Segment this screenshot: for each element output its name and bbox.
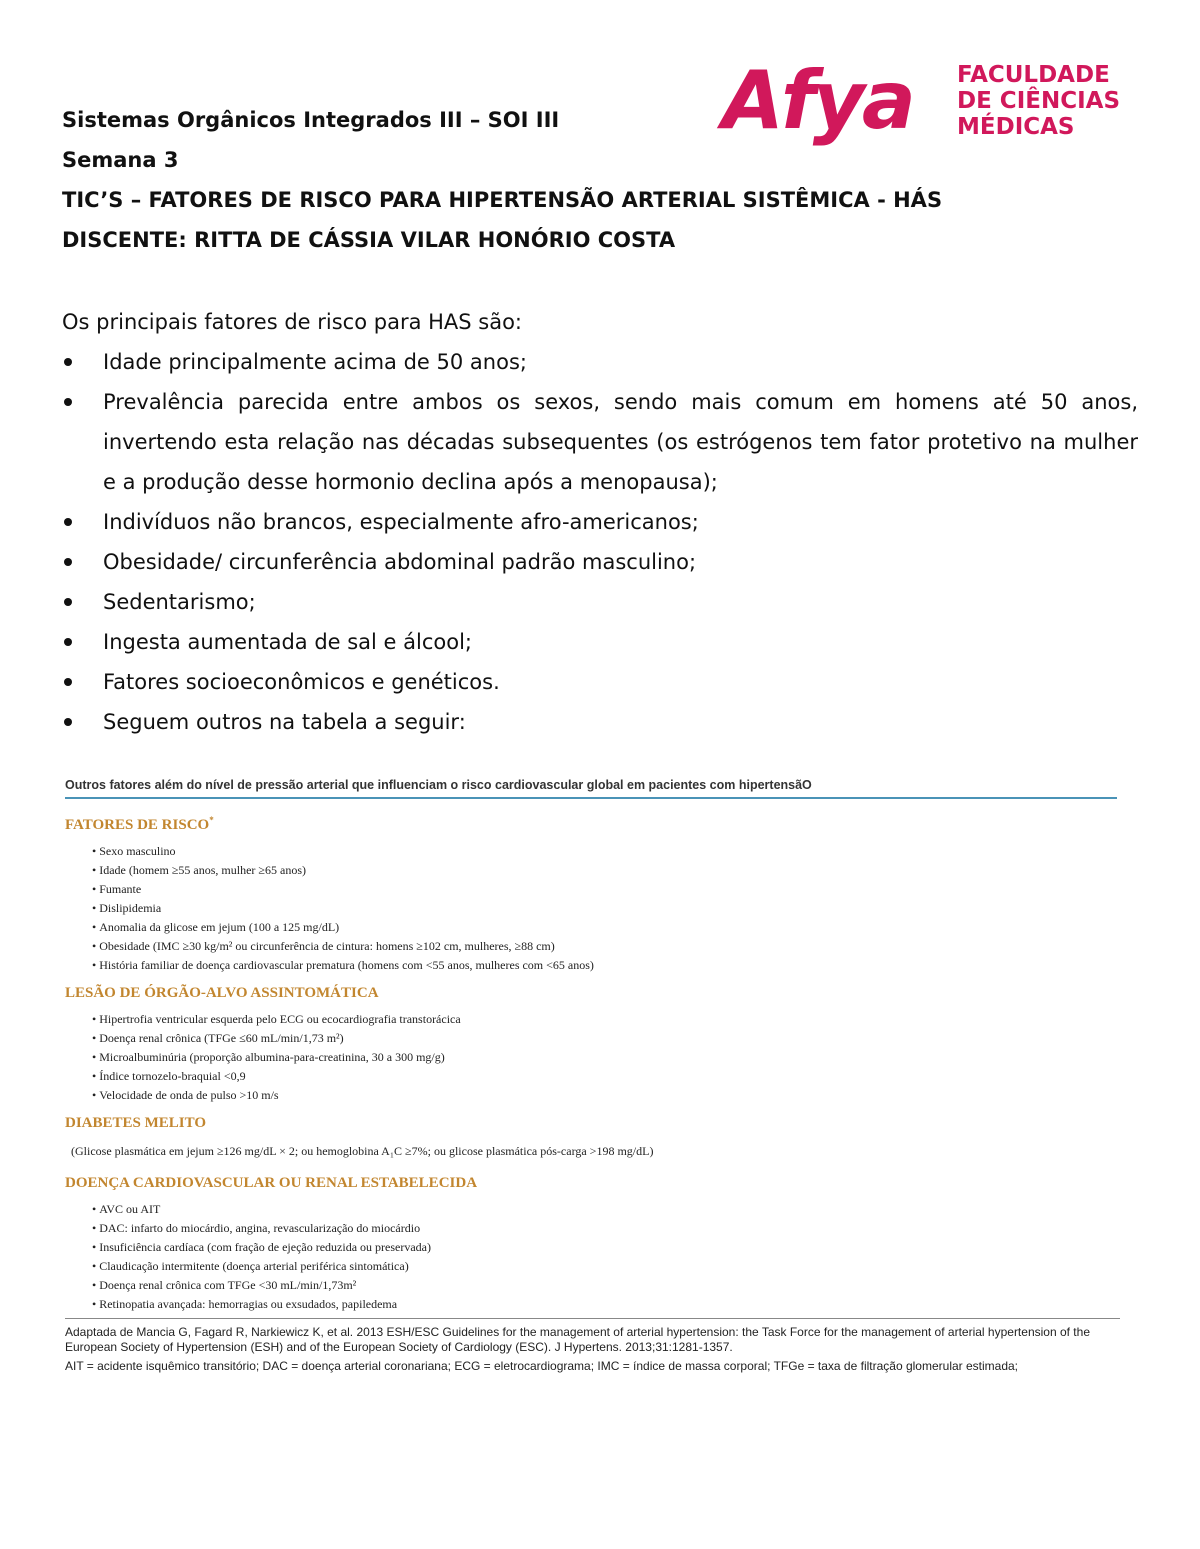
list-item-text: Indivíduos não brancos, especialmente afro-americanos;	[103, 510, 699, 534]
body-content	[62, 302, 1138, 742]
list-item: • Idade (homem ≥55 anos, mulher ≥65 anos)	[92, 861, 1120, 880]
abbreviations-note: AIT = acidente isquêmico transitório; DAC = doença arterial coronariana; ECG = eletrocardiograma; IMC = índice de massa corporal; TFGe = taxa de filtração glomerular estimada;	[65, 1359, 1019, 1373]
intro-text: Os principais fatores de risco para HAS são:	[62, 310, 523, 334]
list-item: • Claudicação intermitente (doença arterial periférica sintomática)	[92, 1257, 1120, 1276]
cardio-disease-items	[65, 1200, 1120, 1314]
list-item: • Obesidade (IMC ≥30 kg/m² ou circunferência de cintura: homens ≥102 cm, mulheres, ≥88 cm)	[92, 937, 1120, 956]
list-item	[62, 502, 1138, 542]
list-item-text: Prevalência parecida entre ambos os sexos, sendo mais comum em homens até 50 anos, invertendo esta relação nas décadas subsequentes (os estrógenos tem fator protetivo na mulher e a produção desse hormonio declina após a menopausa);	[103, 390, 1138, 494]
list-item: • Insuficiência cardíaca (com fração de ejeção reduzida ou preservada)	[92, 1238, 1120, 1257]
bullet-icon	[64, 598, 72, 606]
logo-institution	[957, 62, 1120, 140]
list-item	[62, 582, 1138, 622]
bullet-icon	[64, 518, 72, 526]
list-item	[62, 542, 1138, 582]
week-label: Semana 3	[62, 148, 179, 172]
list-item: • Doença renal crônica com TFGe <30 mL/min/1,73m²	[92, 1276, 1120, 1295]
section-title-cardio: DOENÇA CARDIOVASCULAR OU RENAL ESTABELECIDA	[65, 1175, 478, 1191]
list-item: • AVC ou AIT	[92, 1200, 1120, 1219]
list-item: • Anomalia da glicose em jejum (100 a 125 mg/dL)	[92, 918, 1120, 937]
list-item: • Sexo masculino	[92, 842, 1120, 861]
list-item	[62, 662, 1138, 702]
risk-table-figure	[65, 778, 1120, 1374]
bullet-icon	[64, 358, 72, 366]
section-title-text: FATORES DE RISCO	[65, 817, 210, 833]
list-item: • DAC: infarto do miocárdio, angina, revascularização do miocárdio	[92, 1219, 1120, 1238]
list-item	[62, 342, 1138, 382]
topic-title: TIC’S – FATORES DE RISCO PARA HIPERTENSÃO ARTERIAL SISTÊMICA - HÁS	[62, 188, 943, 212]
list-item: • Fumante	[92, 880, 1120, 899]
list-item: • Dislipidemia	[92, 899, 1120, 918]
diabetes-note: (Glicose plasmática em jejum ≥126 mg/dL × 2; ou hemoglobina A₁C ≥7%; ou glicose plasmática pós-carga >198 mg/dL)	[71, 1144, 654, 1158]
list-item: • Velocidade de onda de pulso >10 m/s	[92, 1086, 1120, 1105]
bullet-icon	[64, 558, 72, 566]
list-item: • Hipertrofia ventricular esquerda pelo ECG ou ecocardiografia transtorácica	[92, 1010, 1120, 1029]
footnote-mark: *	[209, 815, 214, 825]
logo-wordmark: Afya	[722, 54, 913, 147]
list-item	[62, 622, 1138, 662]
student-name: DISCENTE: RITTA DE CÁSSIA VILAR HONÓRIO COSTA	[62, 228, 676, 252]
logo-line-2: DE CIÊNCIAS	[957, 88, 1121, 114]
bullet-icon	[64, 398, 72, 406]
list-item-text: Fatores socioeconômicos e genéticos.	[103, 670, 500, 694]
list-item: • Retinopatia avançada: hemorragias ou exsudados, papiledema	[92, 1295, 1120, 1314]
figure-title: Outros fatores além do nível de pressão arterial que influenciam o risco cardiovascular global em pacientes com hipertensãO	[65, 778, 1117, 799]
list-item-text: Idade principalmente acima de 50 anos;	[103, 350, 527, 374]
section-title-diabetes: DIABETES MELITO	[65, 1115, 207, 1131]
afya-logo	[722, 54, 1132, 150]
source-citation: Adaptada de Mancia G, Fagard R, Narkiewicz K, et al. 2013 ESH/ESC Guidelines for the management of arterial hypertension: the Task Force for the management of arterial hypertension of the European Society of Hypertension (ESH) and of the European Society of Cardiology (ESC). J Hypertens. 2013;31:1281-1357.	[65, 1325, 1090, 1354]
list-item-text: Seguem outros na tabela a seguir:	[103, 710, 466, 734]
list-item	[62, 382, 1138, 502]
bullet-icon	[64, 718, 72, 726]
organ-damage-items	[65, 1010, 1120, 1105]
list-item-text: Obesidade/ circunferência abdominal padrão masculino;	[103, 550, 697, 574]
list-item: • Índice tornozelo-braquial <0,9	[92, 1067, 1120, 1086]
bullet-icon	[64, 638, 72, 646]
list-item: • Microalbuminúria (proporção albumina-para-creatinina, 30 a 300 mg/g)	[92, 1048, 1120, 1067]
list-item: • Doença renal crônica (TFGe ≤60 mL/min/1,73 m²)	[92, 1029, 1120, 1048]
risk-factor-items	[65, 842, 1120, 975]
list-item-text: Ingesta aumentada de sal e álcool;	[103, 630, 473, 654]
list-item: • História familiar de doença cardiovascular prematura (homens com <55 anos, mulheres com <65 anos)	[92, 956, 1120, 975]
logo-line-1: FACULDADE	[957, 62, 1110, 88]
bullet-icon	[64, 678, 72, 686]
course-title: Sistemas Orgânicos Integrados III – SOI III	[62, 108, 560, 132]
risk-factor-list	[62, 342, 1138, 742]
list-item-text: Sedentarismo;	[103, 590, 256, 614]
section-title-risk	[65, 815, 1120, 834]
list-item	[62, 702, 1138, 742]
logo-line-3: MÉDICAS	[957, 114, 1075, 140]
section-title-organ: LESÃO DE ÓRGÃO-ALVO ASSINTOMÁTICA	[65, 985, 379, 1001]
